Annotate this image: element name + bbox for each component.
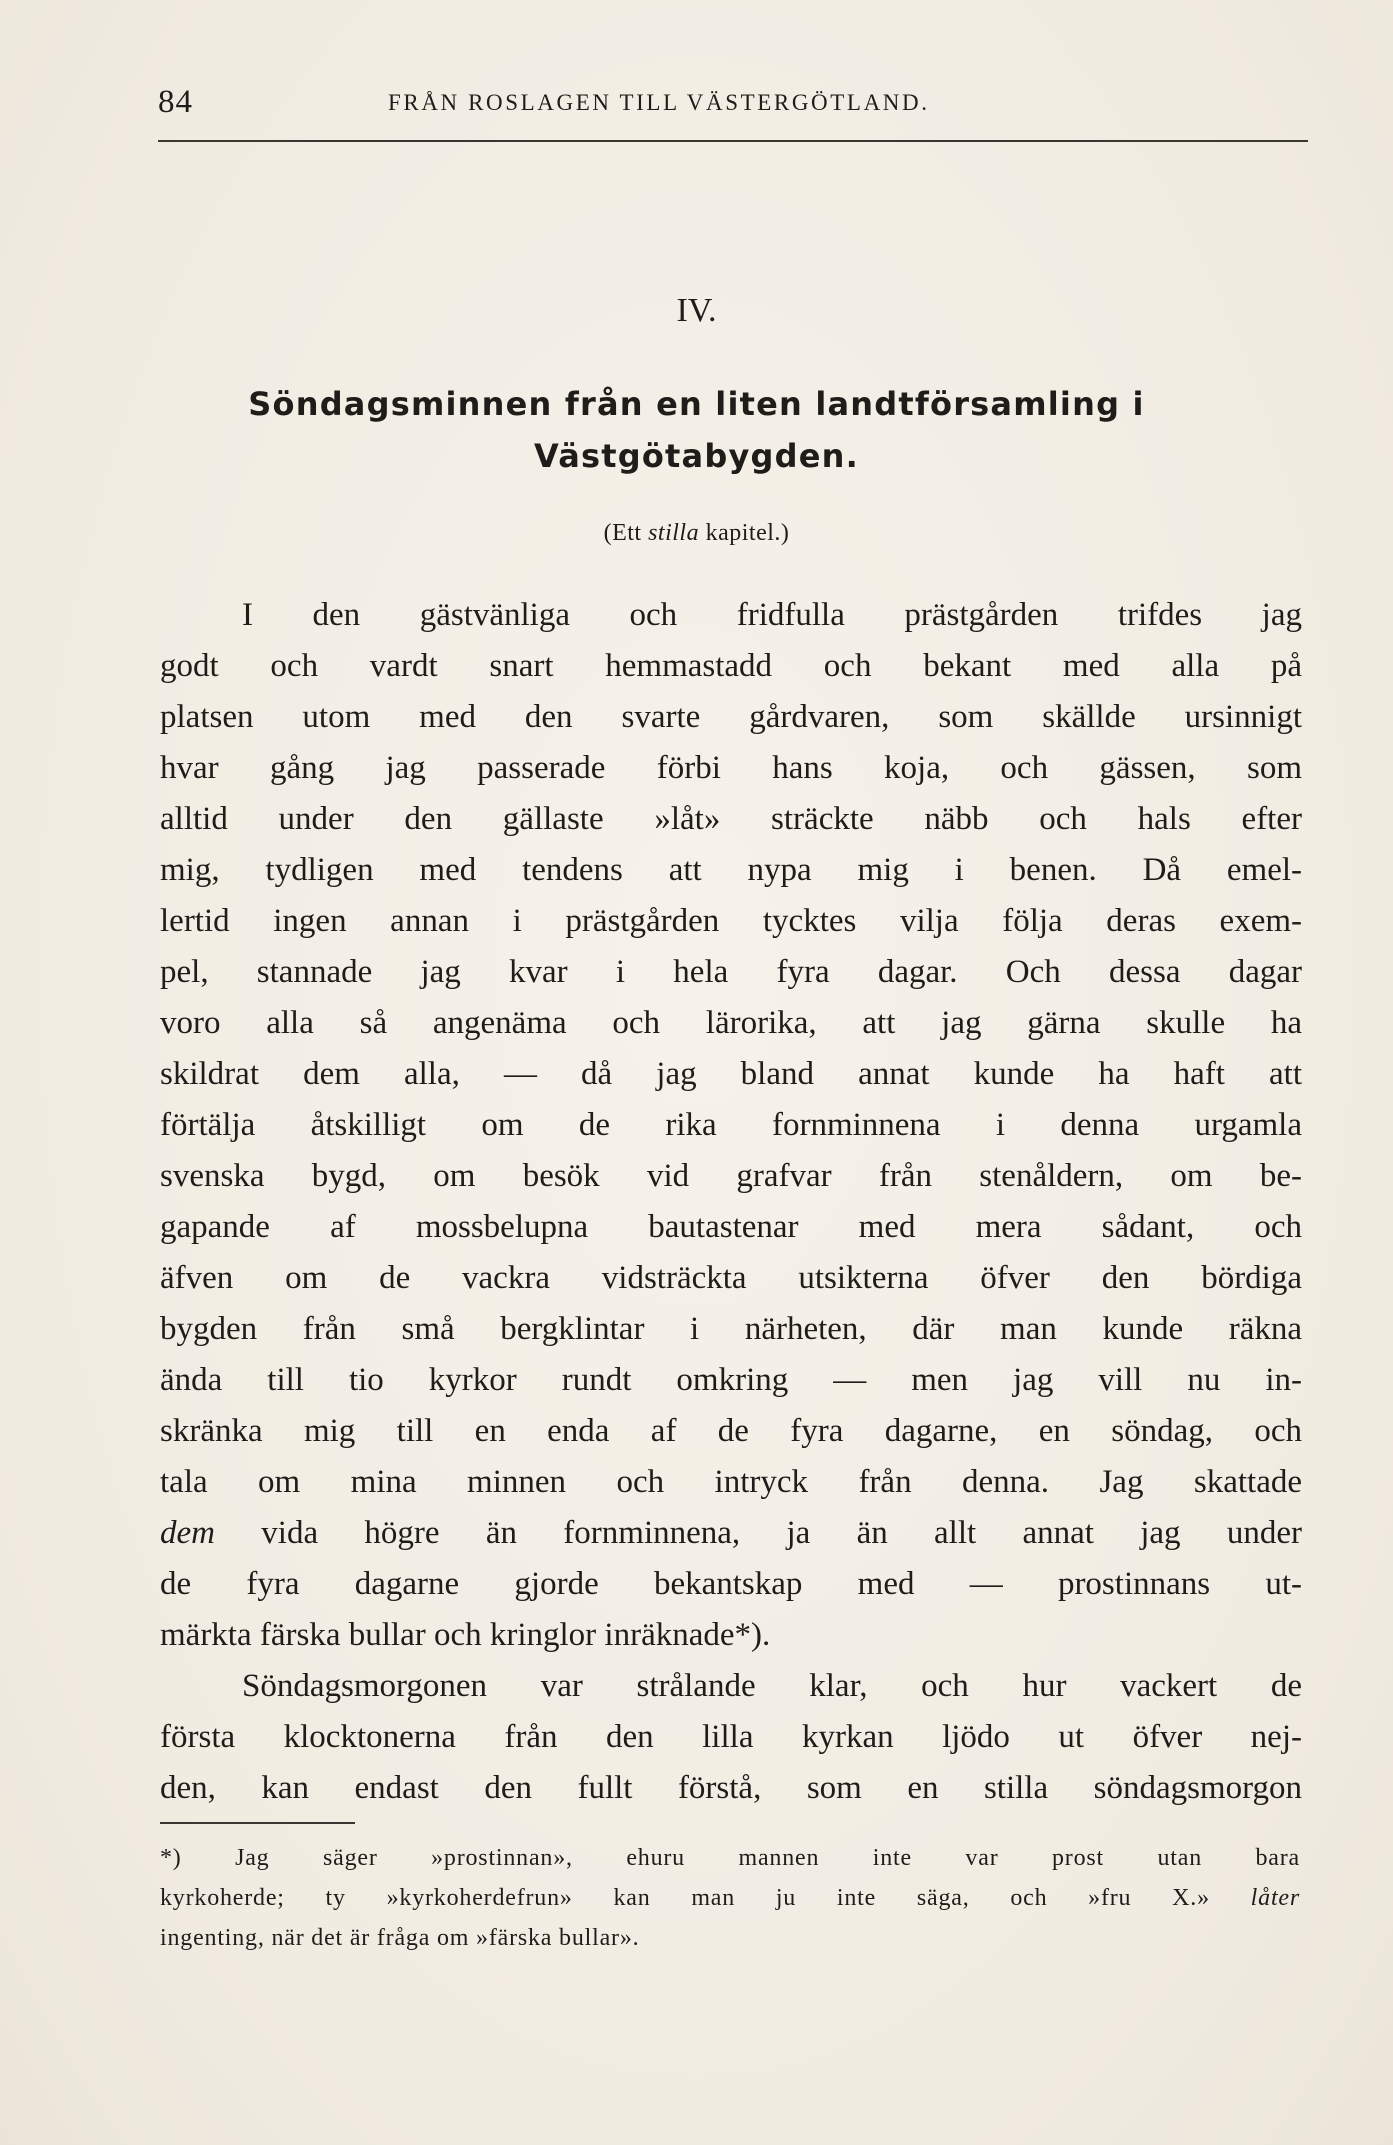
body-line: svenska bygd, om besök vid grafvar från stenåldern, om be- [160, 1158, 1302, 1194]
body-line: förtälja åtskilligt om de rika fornminnena i denna urgamla [160, 1107, 1302, 1143]
body-line: gapande af mossbelupna bautastenar med mera sådant, och [160, 1209, 1302, 1245]
header-rule [158, 140, 1308, 142]
body-line: voro alla så angenäma och lärorika, att jag gärna skulle ha [160, 1005, 1302, 1041]
page-number: 84 [158, 84, 193, 120]
body-line: platsen utom med den svarte gårdvaren, som skällde ursinnigt [160, 699, 1302, 735]
body-line: den, kan endast den fullt förstå, som en stilla söndagsmorgon [160, 1770, 1302, 1806]
footnote-line-2-text: kyrkoherde; ty »kyrkoherdefrun» kan man ju inte säga, och »fru X.» [160, 1885, 1251, 1911]
body-line: lertid ingen annan i prästgården tycktes vilja följa deras exem- [160, 903, 1302, 939]
body-line: tala om mina minnen och intryck från denna. Jag skattade [160, 1464, 1302, 1500]
body-line: ända till tio kyrkor rundt omkring — men jag vill nu in- [160, 1362, 1302, 1398]
body-line: I den gästvänliga och fridfulla prästgården trifdes jag [242, 597, 1302, 633]
body-line: pel, stannade jag kvar i hela fyra dagar. Och dessa dagar [160, 954, 1302, 990]
body-line: mig, tydligen med tendens att nypa mig i benen. Då emel- [160, 852, 1302, 888]
subtitle-before: (Ett [603, 520, 649, 546]
body-line: hvar gång jag passerade förbi hans koja, och gässen, som [160, 750, 1302, 786]
chapter-title-line-1: Söndagsminnen från en liten landtförsamling i [248, 385, 1145, 423]
page-header [158, 84, 1308, 128]
running-head: FRÅN ROSLAGEN TILL VÄSTERGÖTLAND. [388, 90, 930, 115]
footnote-rule [160, 1822, 355, 1824]
footnote-italic: låter [1250, 1885, 1300, 1911]
footnote-line-2 [160, 1878, 1300, 1918]
footnote-line-1: *) Jag säger »prostinnan», ehuru mannen inte var prost utan bara [160, 1845, 1300, 1871]
subtitle-italic: stilla [648, 520, 700, 546]
body-line-with-italic [160, 1508, 1302, 1559]
body-line: märkta färska bullar och kringlor inräknade*). [160, 1617, 771, 1653]
footnote-line-3: ingenting, när det är fråga om »färska bullar». [160, 1925, 640, 1951]
chapter-number: IV. [676, 292, 717, 329]
body-line: godt och vardt snart hemmastadd och bekant med alla på [160, 648, 1302, 684]
chapter-subtitle [0, 520, 1393, 547]
chapter-title-line-2: Västgötabygden. [534, 437, 859, 475]
body-line: de fyra dagarne gjorde bekantskap med — prostinnans ut- [160, 1566, 1302, 1602]
italic-word: dem [160, 1515, 215, 1551]
body-line: skildrat dem alla, — då jag bland annat kunde ha haft att [160, 1056, 1302, 1092]
body-line: alltid under den gällaste »låt» sträckte näbb och hals efter [160, 801, 1302, 837]
subtitle-after: kapitel.) [699, 520, 790, 546]
body-line: första klocktonerna från den lilla kyrkan ljödo ut öfver nej- [160, 1719, 1302, 1755]
body-line: Söndagsmorgonen var strålande klar, och hur vackert de [242, 1668, 1302, 1704]
body-line: skränka mig till en enda af de fyra dagarne, en söndag, och [160, 1413, 1302, 1449]
body-line-rest: vida högre än fornminnena, ja än allt annat jag under [261, 1515, 1302, 1551]
body-line: äfven om de vackra vidsträckta utsikterna öfver den bördiga [160, 1260, 1302, 1296]
body-line: bygden från små bergklintar i närheten, där man kunde räkna [160, 1311, 1302, 1347]
